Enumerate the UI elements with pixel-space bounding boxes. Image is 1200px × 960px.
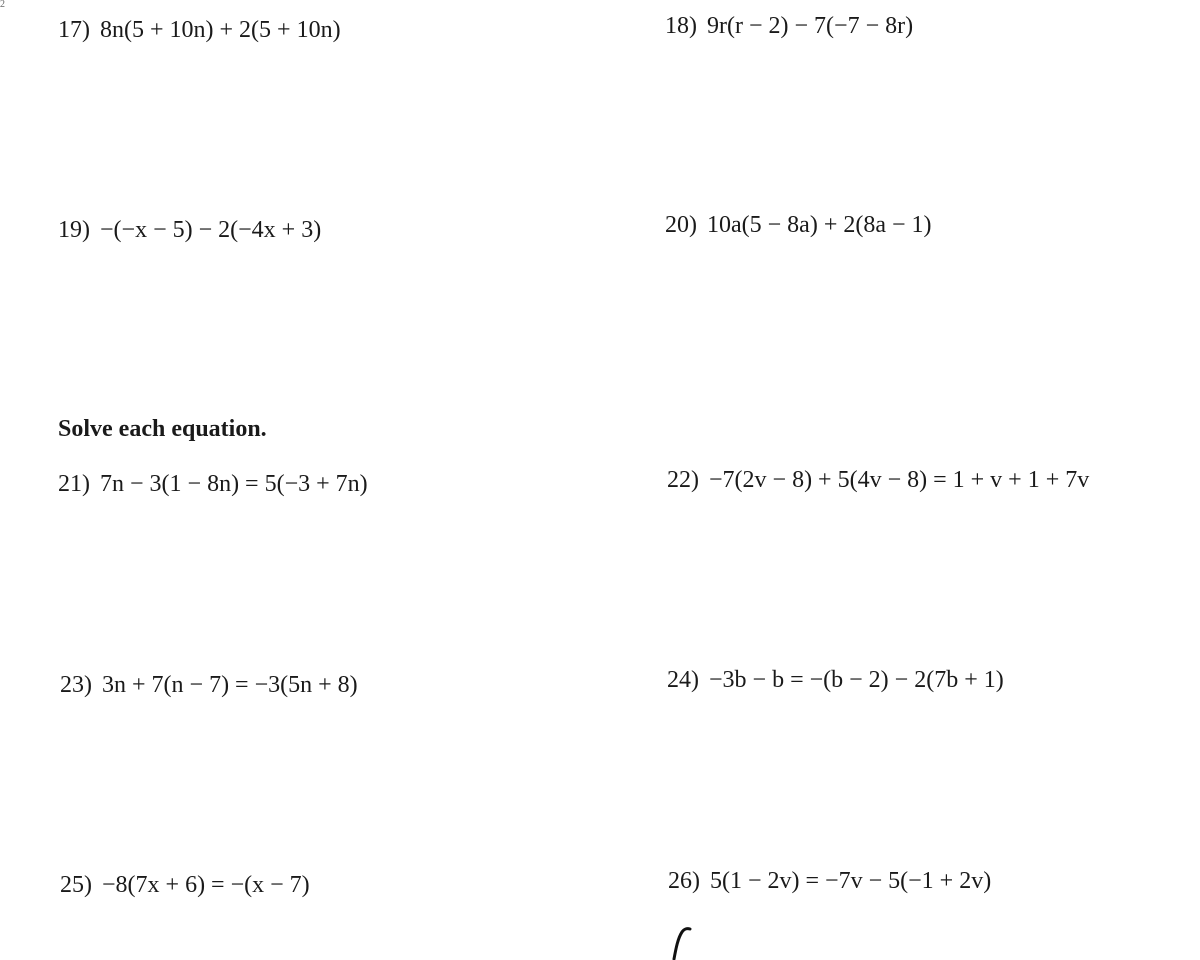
problem-expression: 9r(r − 2) − 7(−7 − 8r) (707, 13, 914, 39)
problem-expression: −7(2v − 8) + 5(4v − 8) = 1 + v + 1 + 7v (709, 467, 1090, 493)
problem-number: 26) (668, 868, 700, 894)
problem-23 (60, 673, 358, 697)
problem-number: 19) (58, 217, 90, 243)
problem-expression: −(−x − 5) − 2(−4x + 3) (100, 217, 322, 243)
problem-expression: 8n(5 + 10n) + 2(5 + 10n) (100, 17, 341, 43)
problem-expression: 10a(5 − 8a) + 2(8a − 1) (707, 212, 932, 238)
problem-20 (665, 213, 932, 237)
corner-mark: 2 (0, 0, 5, 10)
problem-21 (58, 472, 368, 496)
problem-number: 23) (60, 672, 92, 698)
pen-stroke-mark (668, 926, 694, 960)
problem-expression: 7n − 3(1 − 8n) = 5(−3 + 7n) (100, 471, 368, 497)
problem-expression: 5(1 − 2v) = −7v − 5(−1 + 2v) (710, 868, 992, 894)
problem-number: 17) (58, 17, 90, 43)
problem-17 (58, 18, 341, 42)
problem-22 (667, 468, 1089, 492)
problem-expression: 3n + 7(n − 7) = −3(5n + 8) (102, 672, 358, 698)
problem-expression: −8(7x + 6) = −(x − 7) (102, 872, 310, 898)
problem-25 (60, 873, 310, 897)
section-heading: Solve each equation. (58, 416, 267, 442)
problem-number: 18) (665, 13, 697, 39)
problem-number: 21) (58, 471, 90, 497)
problem-number: 24) (667, 667, 699, 693)
problem-number: 20) (665, 212, 697, 238)
problem-26 (668, 869, 991, 893)
problem-number: 25) (60, 872, 92, 898)
problem-expression: −3b − b = −(b − 2) − 2(7b + 1) (709, 667, 1004, 693)
problem-24 (667, 668, 1004, 692)
problem-19 (58, 218, 321, 242)
problem-18 (665, 14, 913, 38)
problem-number: 22) (667, 467, 699, 493)
